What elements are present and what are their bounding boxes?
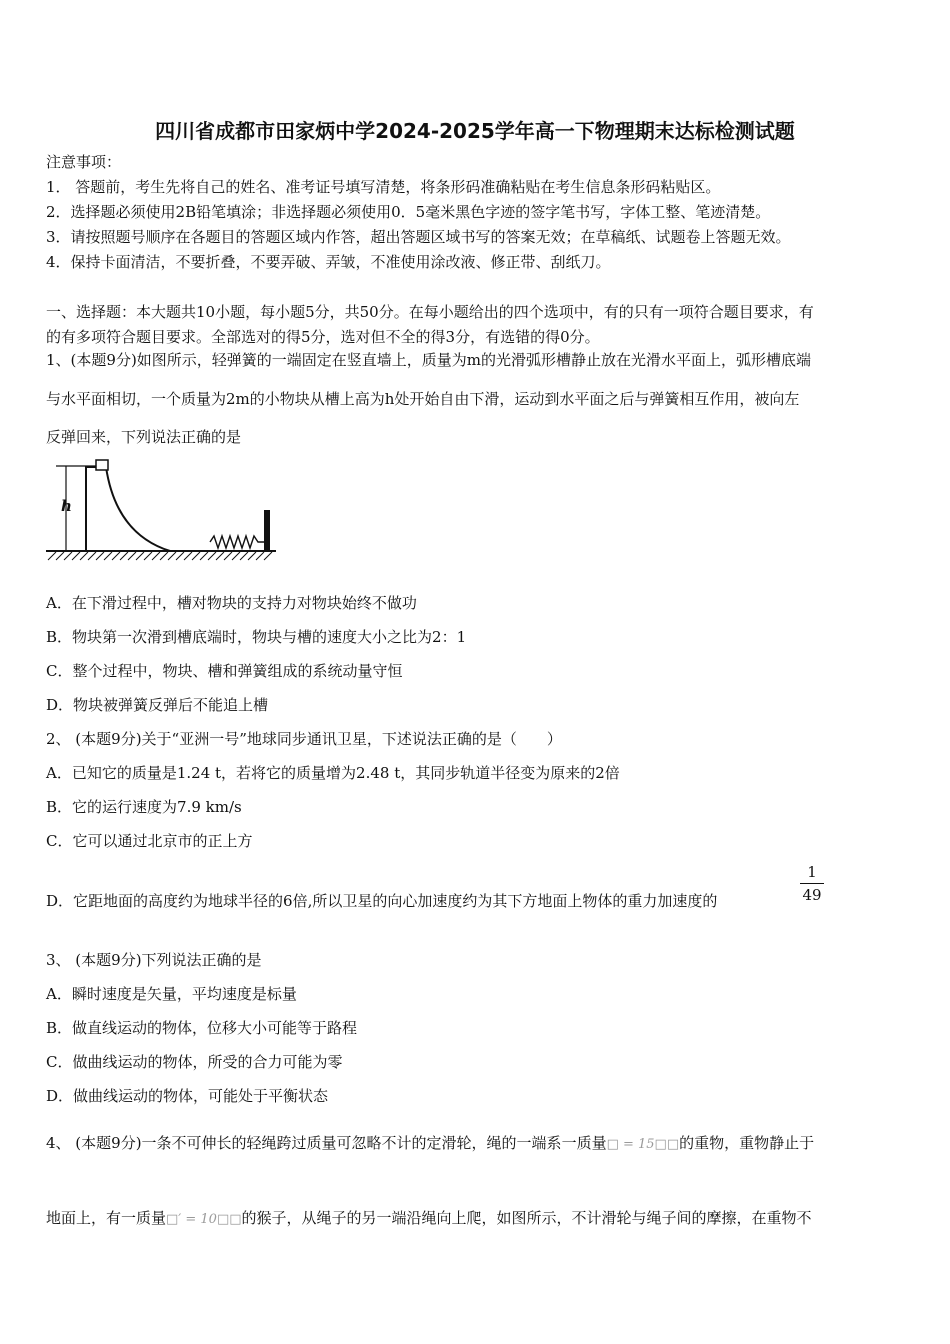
question-2-option: B．它的运行速度为7.9 km/s [46,798,242,816]
notice-item: 4．保持卡面清洁，不要折叠，不要弄破、弄皱，不准使用涂改液、修正带、刮纸刀。 [46,253,611,271]
fraction-denominator: 49 [802,886,822,904]
question-3-stem: 3、 (本题9分)下列说法正确的是 [46,951,262,969]
question-4-text: 的猴子，从绳子的另一端沿绳向上爬，如图所示，不计滑轮与绳子间的摩擦，在重物不 [241,1209,812,1227]
question-1-stem: 反弹回来，下列说法正确的是 [46,428,242,446]
question-3-option: D．做曲线运动的物体，可能处于平衡状态 [46,1087,329,1105]
question-1-option: A．在下滑过程中，槽对物块的支持力对物块始终不做功 [46,594,417,612]
notice-heading: 注意事项： [46,153,122,171]
question-2-option: C．它可以通过北京市的正上方 [46,832,253,850]
fraction [800,862,824,905]
spring [210,536,264,548]
height-label: h [61,497,72,515]
question-4-stem [46,1133,814,1155]
question-4-stem [46,1208,812,1230]
question-1-stem: 与水平面相切，一个质量为2m的小物块从槽上高为h处开始自由下滑，运动到水平面之后与弹簧相互作用，被向左 [46,390,800,408]
section-instructions: 一、选择题：本大题共10小题，每小题5分，共50分。在每小题给出的四个选项中，有的只有一项符合题目要求，有 [46,303,814,321]
wall [264,510,270,551]
question-1-option: C．整个过程中，物块、槽和弹簧组成的系统动量守恒 [46,662,403,680]
question-2-stem: 2、 (本题9分)关于“亚洲一号”地球同步通讯卫星，下述说法正确的是（ ） [46,730,562,748]
notice-item: 2．选择题必须使用2B铅笔填涂；非选择题必须使用0．5毫米黑色字迹的签字笔书写，字体工整、笔迹清楚。 [46,203,771,221]
section-instructions: 的有多项符合题目要求。全部选对的得5分，选对但不全的得3分，有选错的得0分。 [46,328,600,346]
question-4-text: 4、 (本题9分)一条不可伸长的轻绳跨过质量可忽略不计的定滑轮，绳的一端系一质量 [46,1134,607,1152]
small-block [96,460,108,470]
question-2-option: A．已知它的质量是1.24 t，若将它的质量增为2.48 t，其同步轨道半径变为原来的2倍 [46,764,620,782]
question-3-option: A．瞬时速度是矢量，平均速度是标量 [46,985,297,1003]
question-1-option: D．物块被弹簧反弹后不能追上槽 [46,696,269,714]
arc-trough [86,467,170,551]
ground-hatching [48,552,272,560]
fraction-numerator: 1 [800,862,824,884]
question-2-option: D．它距地面的高度约为地球半径的6倍,所以卫星的向心加速度约为其下方地面上物体的重力加速度的 [46,892,718,910]
question-1-stem: 1、(本题9分)如图所示，轻弹簧的一端固定在竖直墙上，质量为m的光滑弧形槽静止放在光滑水平面上，弧形槽底端 [46,351,812,369]
question-4-text: 的重物，重物静止于 [679,1134,815,1152]
notice-item: 3．请按照题号顺序在各题目的答题区域内作答，超出答题区域书写的答案无效；在草稿纸、试题卷上答题无效。 [46,228,791,246]
question-1-figure [44,458,280,568]
question-3-option: C．做曲线运动的物体，所受的合力可能为零 [46,1053,343,1071]
question-4-text: 地面上，有一质量 [46,1209,167,1227]
question-1-option: B．物块第一次滑到槽底端时，物块与槽的速度大小之比为2：1 [46,628,467,646]
question-3-option: B．做直线运动的物体，位移大小可能等于路程 [46,1019,358,1037]
formula-image: □′ = 10□□ [166,1212,242,1227]
notice-item: 1． 答题前，考生先将自己的姓名、准考证号填写清楚，将条形码准确粘贴在考生信息条形码粘贴区。 [46,178,721,196]
formula-image: □ = 15□□ [606,1137,680,1152]
page-title: 四川省成都市田家炳中学2024-2025学年高一下物理期末达标检测试题 [155,119,795,143]
